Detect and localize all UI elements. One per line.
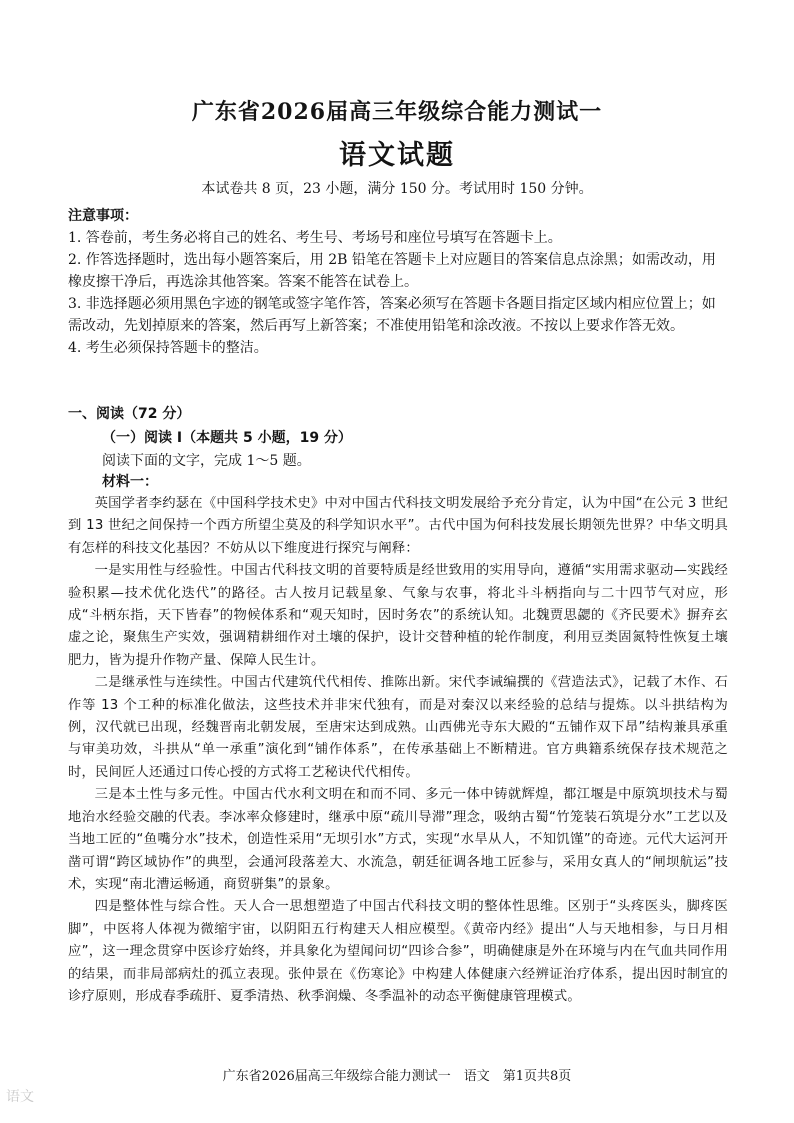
paragraph-practicality: 一是实用性与经验性。中国古代科技文明的首要特质是经世致用的实用导向，遵循“实用需求驱动—实践经验积累—技术优化迭代”的路径。古人按月记载星象、气象与农事，将北斗斗柄指向与二十四节气对应，形成“斗柄东指，天下皆春”的物候体系和“观天知时，因时务农”的系统认知。北魏贾思勰的《齐民要术》摒弃玄虚之论，聚焦生产实效，强调精耕细作对土壤的保护，设计交替种植的轮作制度，利用豆类固氮特性恢复土壤肥力，皆为提升作物产量、保障人民生计。 xyxy=(68,563,728,668)
notice-item-3: 3. 非选择题必须用黑色字迹的钢笔或签字笔作答，答案必须写在答题卡各题目指定区域内相应位置上；如需改动，先划掉原来的答案，然后再写上新答案；不准使用铅笔和涂改液。不按以上要求作答无效。 xyxy=(68,296,716,334)
watermark: 语文 xyxy=(6,1089,34,1105)
exam-title: 广东省2026届高三年级综合能力测试一 xyxy=(191,99,603,125)
notice-block xyxy=(68,205,728,359)
section-heading: 一、阅读（72 分） xyxy=(68,406,191,422)
notice-item-1: 1. 答卷前，考生务必将自己的姓名、考生号、考场号和座位号填写在答题卡上。 xyxy=(68,230,562,246)
paragraph-continuity: 二是继承性与连续性。中国古代建筑代代相传、推陈出新。宋代李诫编撰的《营造法式》，记载了木作、石作等 13 个工种的标准化做法，这些技术并非宋代独有，而是对秦汉以来经验的总结与提炼。以斗拱结构为例，汉代就已出现，经魏晋南北朝发展，至唐宋达到成熟。山西佛光寺东大殿的“五铺作双下昂”结构兼具承重与审美功效，斗拱从“单一承重”演化到“铺作体系”，在传承基础上不断精进。官方典籍系统保存技术规范之时，民间匠人还通过口传心授的方式将工艺秘诀代代相传。 xyxy=(68,675,728,780)
page-footer: 广东省2026届高三年级综合能力测试一 语文 第1页共8页 xyxy=(222,1069,572,1084)
paragraph-intro: 英国学者李约瑟在《中国科学技术史》中对中国古代科技文明发展给予充分肯定，认为中国“在公元 3 世纪到 13 世纪之间保持一个西方所望尘莫及的科学知识水平”。古代中国为何科技发展长期领先世界？中华文明具有怎样的科技文化基因？不妨从以下维度进行探究与阐释： xyxy=(68,496,728,556)
notice-item-4: 4. 考生必须保持答题卡的整洁。 xyxy=(68,340,268,356)
notice-item-2: 2. 作答选择题时，选出每小题答案后，用 2B 铅笔在答题卡上对应题目的答案信息点涂黑；如需改动，用橡皮擦干净后，再选涂其他答案。答案不能答在试卷上。 xyxy=(68,252,716,290)
exam-info: 本试卷共 8 页，23 小题，满分 150 分。考试用时 150 分钟。 xyxy=(201,181,593,197)
paragraph-diversity: 三是本土性与多元性。中国古代水利文明在和而不同、多元一体中铸就辉煌，都江堰是中原筑坝技术与蜀地治水经验交融的代表。李冰率众修建时，继承中原“疏川导滞”理念，吸纳古蜀“竹笼装石筑堤分水”工艺以及当地工匠的“鱼嘴分水”技术，创造性采用“无坝引水”方式，实现“水旱从人，不知饥馑”的奇迹。元代大运河开凿可谓“跨区域协作”的典型，会通河段落差大、水流急，朝廷征调各地工匠参与，采用女真人的“闸坝航运”技术，实现“南北漕运畅通，商贸骈集”的景象。 xyxy=(68,787,728,892)
subsection-heading: （一）阅读 Ⅰ（本题共 5 小题，19 分） xyxy=(102,430,352,446)
notice-heading: 注意事项： xyxy=(68,208,138,224)
material-text xyxy=(68,493,728,1008)
paragraph-holism: 四是整体性与综合性。天人合一思想塑造了中国古代科技文明的整体性思维。区别于“头疼医头，脚疼医脚”，中医将人体视为微缩宇宙，以阴阳五行构建天人相应模型。《黄帝内经》提出“人与天地相参，与日月相应”，这一理念贯穿中医诊疗始终，并具象化为望闻问切“四诊合参”，明确健康是外在环境与内在气血共同作用的结果，而非局部病灶的孤立表现。张仲景在《伤寒论》中构建人体健康六经辨证治疗体系，提出因时制宜的诊疗原则，形成春季疏肝、夏季清热、秋季润燥、冬季温补的动态平衡健康管理模式。 xyxy=(68,899,728,1004)
subject-title: 语文试题 xyxy=(339,140,455,171)
reading-instruction: 阅读下面的文字，完成 1～5 题。 xyxy=(102,453,311,469)
material-label: 材料一： xyxy=(102,474,158,490)
